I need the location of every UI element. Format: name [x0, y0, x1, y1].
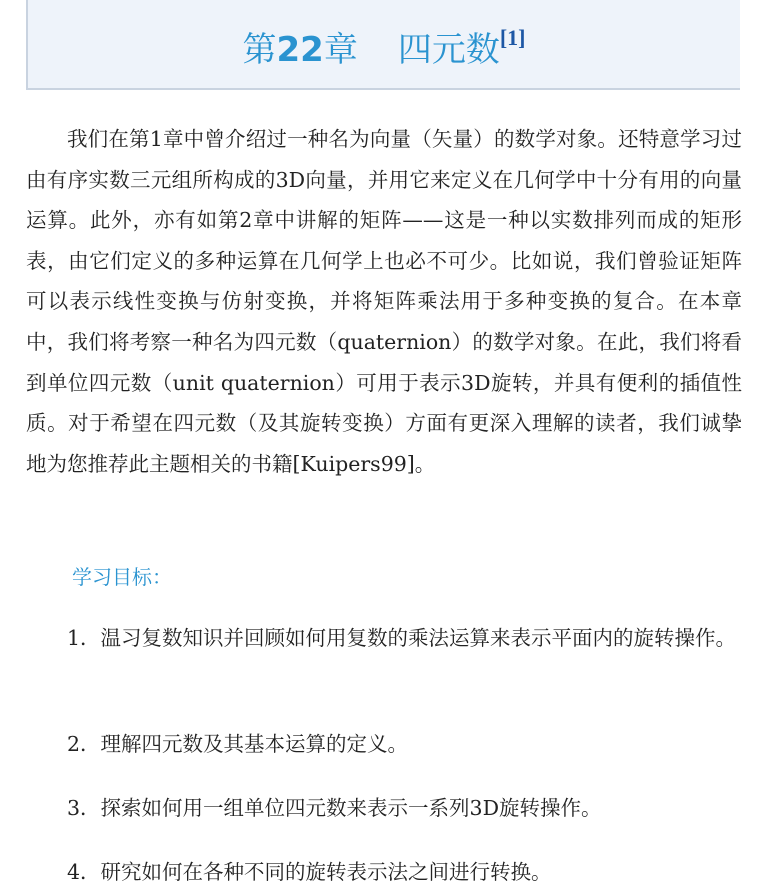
- intro-paragraph: 我们在第1章中曾介绍过一种名为向量（矢量）的数学对象。还特意学习过由有序实数三元组所构成的3D向量，并用它来定义在几何学中十分有用的向量运算。此外，亦有如第2章中讲解的矩阵——这是一种以实数排列而成的矩形表，由它们定义的多种运算在几何学上也必不可少。比如说，我们曾验证矩阵可以表示线性变换与仿射变换，并将矩阵乘法用于多种变换的复合。在本章中，我们将考察一种名为四元数（quaternion）的数学对象。在此，我们将看到单位四元数（unit quaternion）可用于表示3D旋转，并具有便利的插值性质。对于希望在四元数（及其旋转变换）方面有更深入理解的读者，我们诚挚地为您推荐此主题相关的书籍[Kuipers99]。: [26, 127, 742, 476]
- footnote-link[interactable]: [1]: [499, 25, 526, 50]
- objectives-heading: 学习目标：: [72, 565, 172, 589]
- objective-item-2: 2．理解四元数及其基本运算的定义。: [67, 732, 409, 756]
- chapter-name: 四元数: [397, 30, 500, 70]
- chapter-number: 22: [276, 30, 324, 70]
- chapter-suffix: 章: [323, 30, 358, 70]
- chapter-title: [28, 14, 740, 74]
- objective-item-1: 1．温习复数知识并回顾如何用复数的乘法运算来表示平面内的旋转操作。: [67, 626, 737, 650]
- chapter-label: 第: [242, 30, 277, 70]
- chapter-header: [26, 0, 740, 90]
- objective-item-4: 4．研究如何在各种不同的旋转表示法之间进行转换。: [67, 860, 552, 884]
- objective-item-3: 3．探索如何用一组单位四元数来表示一系列3D旋转操作。: [67, 796, 602, 820]
